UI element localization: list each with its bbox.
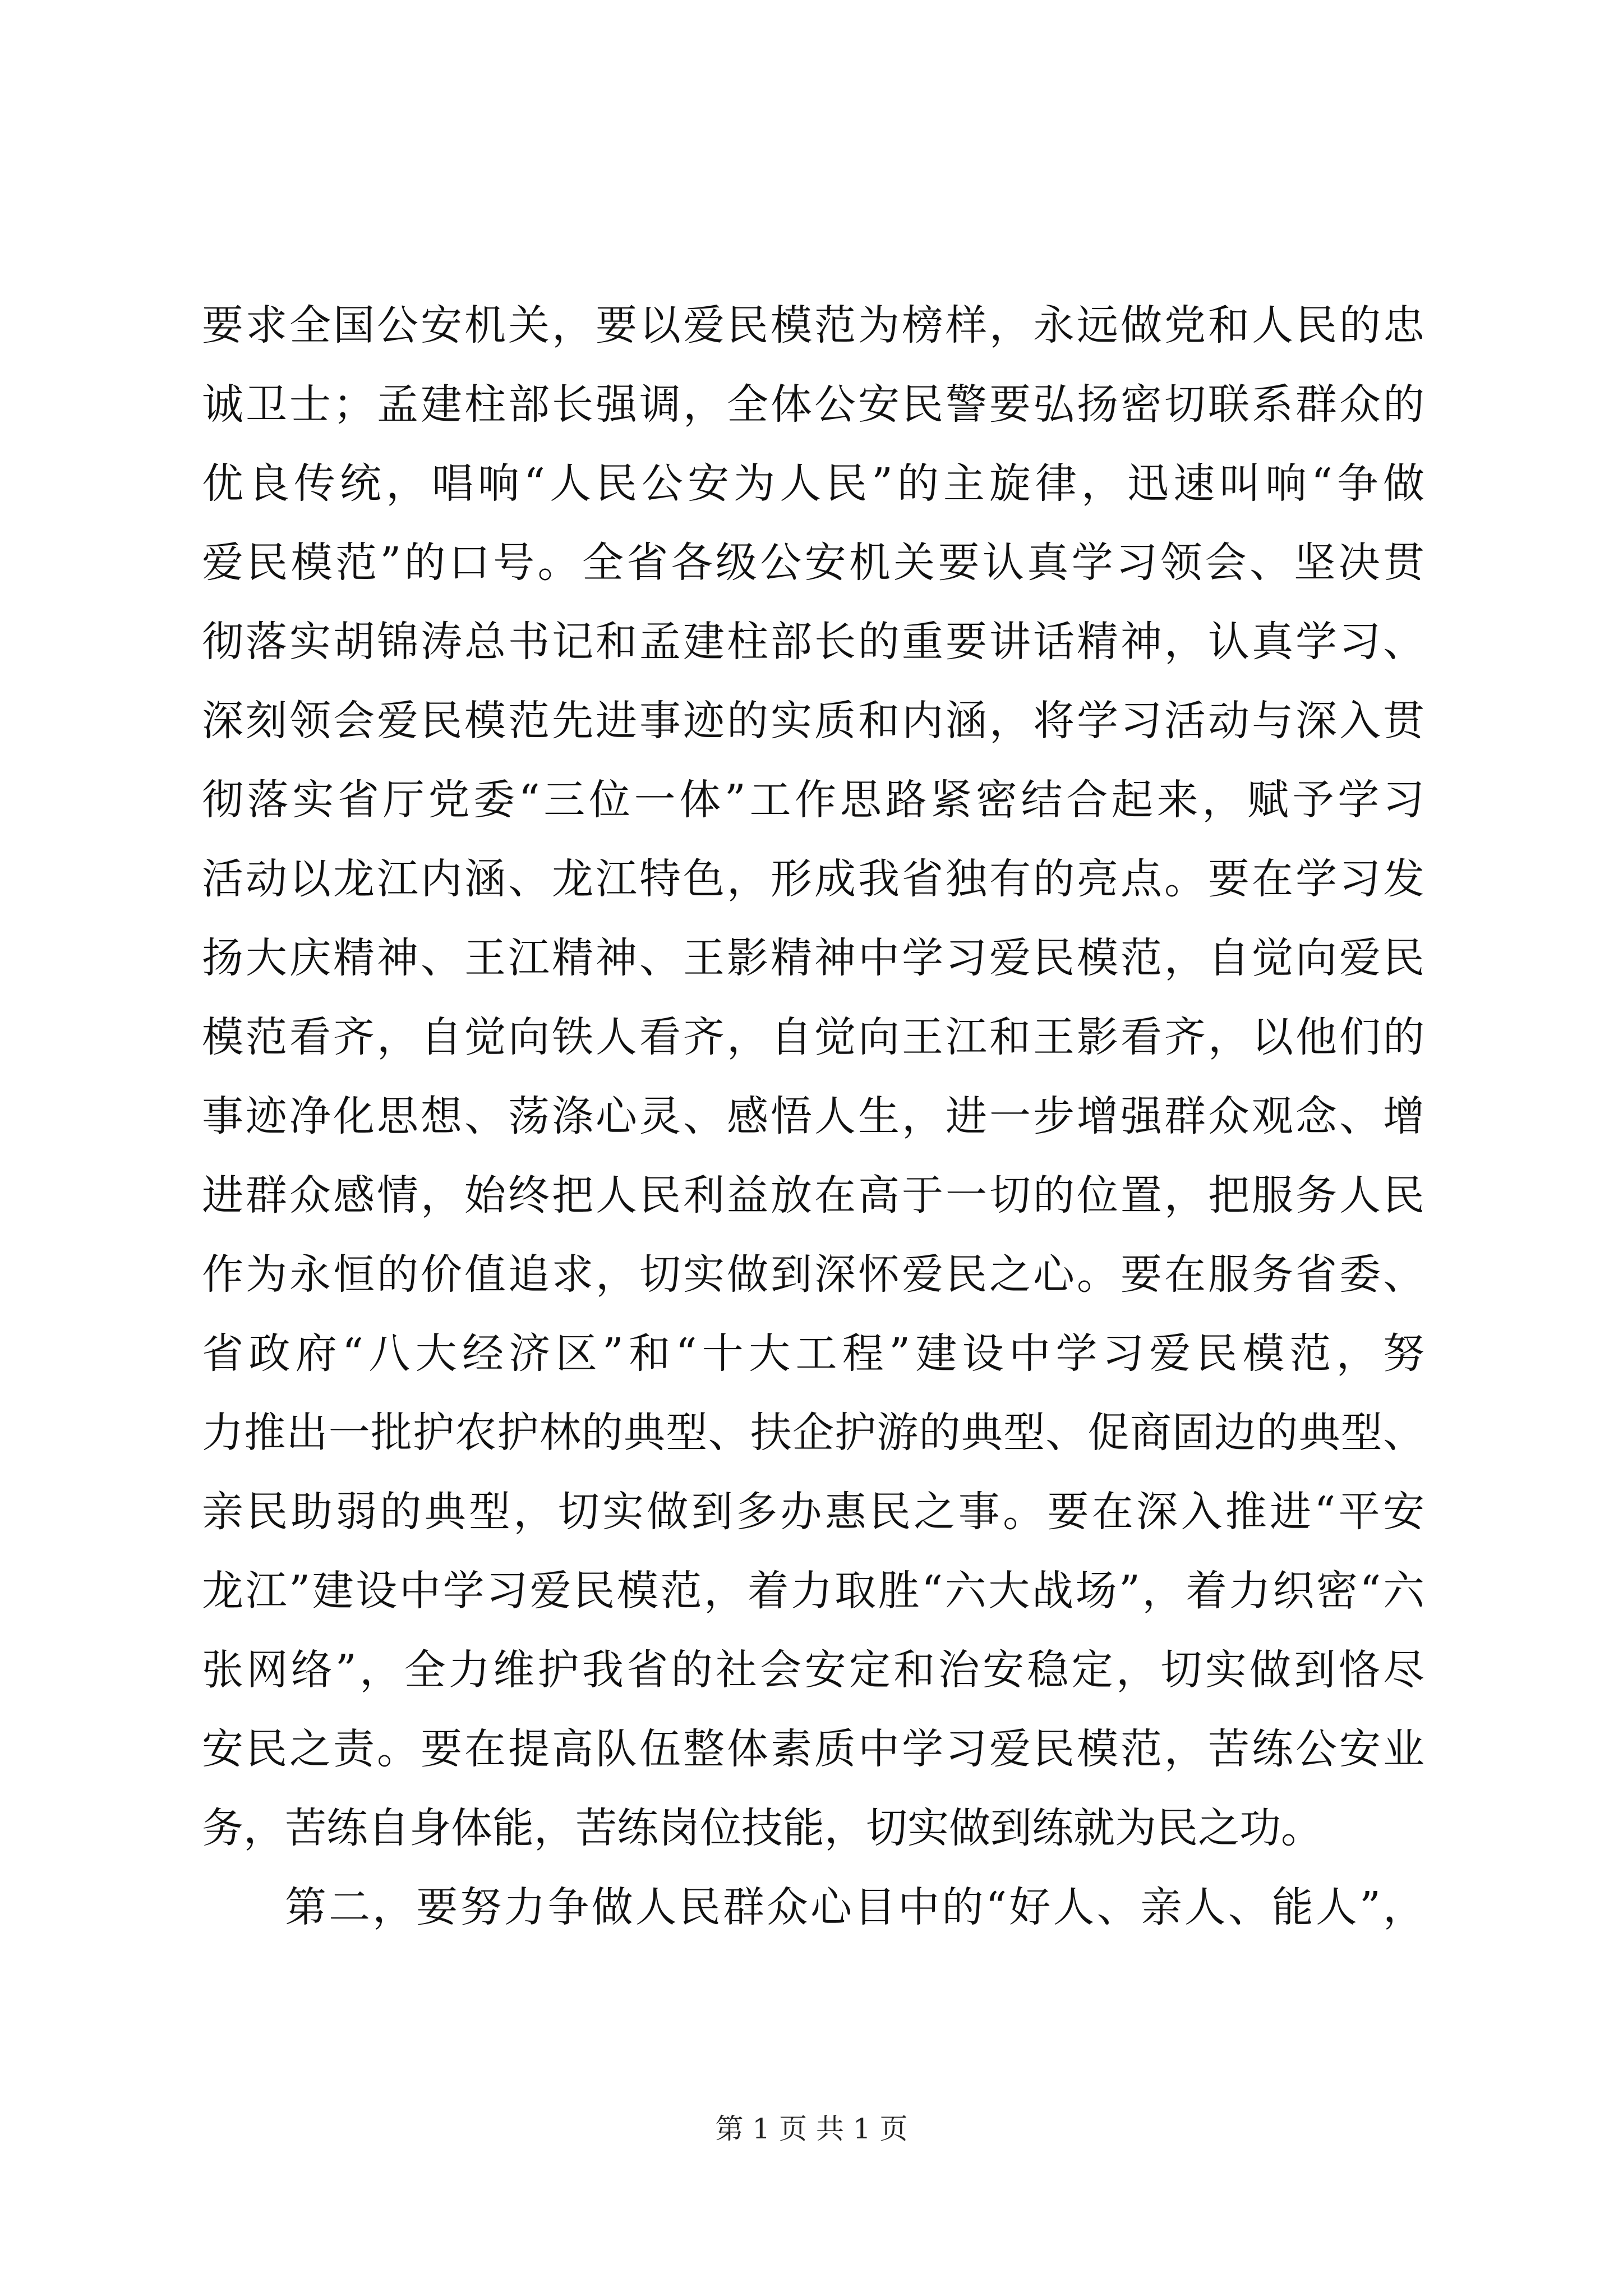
- text-line: 诚卫士；孟建柱部长强调，全体公安民警要弘扬密切联系群众的: [202, 380, 1424, 429]
- text-line: 模范看齐，自觉向铁人看齐，自觉向王江和王影看齐，以他们的: [202, 1013, 1424, 1061]
- text-line: 力推出一批护农护林的典型、扶企护游的典型、促商固边的典型、: [202, 1409, 1424, 1457]
- body-text: [202, 286, 1424, 1947]
- text-line: 爱民模范”的口号。全省各级公安机关要认真学习领会、坚决贯: [202, 539, 1424, 587]
- text-line: 优良传统，唱响“人民公安为人民”的主旋律，迅速叫响“争做: [202, 459, 1424, 508]
- page-footer: 第 1 页 共 1 页: [715, 2113, 908, 2145]
- text-line: 深刻领会爱民模范先进事迹的实质和内涵，将学习活动与深入贯: [202, 697, 1424, 745]
- text-line: 作为永恒的价值追求，切实做到深怀爱民之心。要在服务省委、: [202, 1250, 1424, 1299]
- text-line: 活动以龙江内涵、龙江特色，形成我省独有的亮点。要在学习发: [202, 855, 1424, 903]
- text-line: 张网络”，全力维护我省的社会安定和治安稳定，切实做到恪尽: [202, 1646, 1424, 1694]
- paragraph-end-line: 务，苦练自身体能，苦练岗位技能，切实做到练就为民之功。: [202, 1804, 1322, 1852]
- text-line: 安民之责。要在提高队伍整体素质中学习爱民模范，苦练公安业: [202, 1725, 1424, 1773]
- text-line: 彻落实省厅党委“三位一体”工作思路紧密结合起来，赋予学习: [202, 776, 1424, 824]
- text-line: 龙江”建设中学习爱民模范，着力取胜“六大战场”，着力织密“六: [202, 1567, 1424, 1615]
- text-line: 省政府“八大经济区”和“十大工程”建设中学习爱民模范，努: [202, 1329, 1424, 1378]
- text-line: 彻落实胡锦涛总书记和孟建柱部长的重要讲话精神，认真学习、: [202, 618, 1424, 666]
- text-line: 亲民助弱的典型，切实做到多办惠民之事。要在深入推进“平安: [202, 1488, 1424, 1536]
- text-line: 事迹净化思想、荡涤心灵、感悟人生，进一步增强群众观念、增: [202, 1092, 1424, 1140]
- text-line: 进群众感情，始终把人民利益放在高于一切的位置，把服务人民: [202, 1171, 1424, 1220]
- paragraph-start-line: 第二，要努力争做人民群众心目中的“好人、亲人、能人”，: [285, 1883, 1424, 1931]
- text-line: 要求全国公安机关，要以爱民模范为榜样，永远做党和人民的忠: [202, 301, 1424, 349]
- text-line: 扬大庆精神、王江精神、王影精神中学习爱民模范，自觉向爱民: [202, 934, 1424, 982]
